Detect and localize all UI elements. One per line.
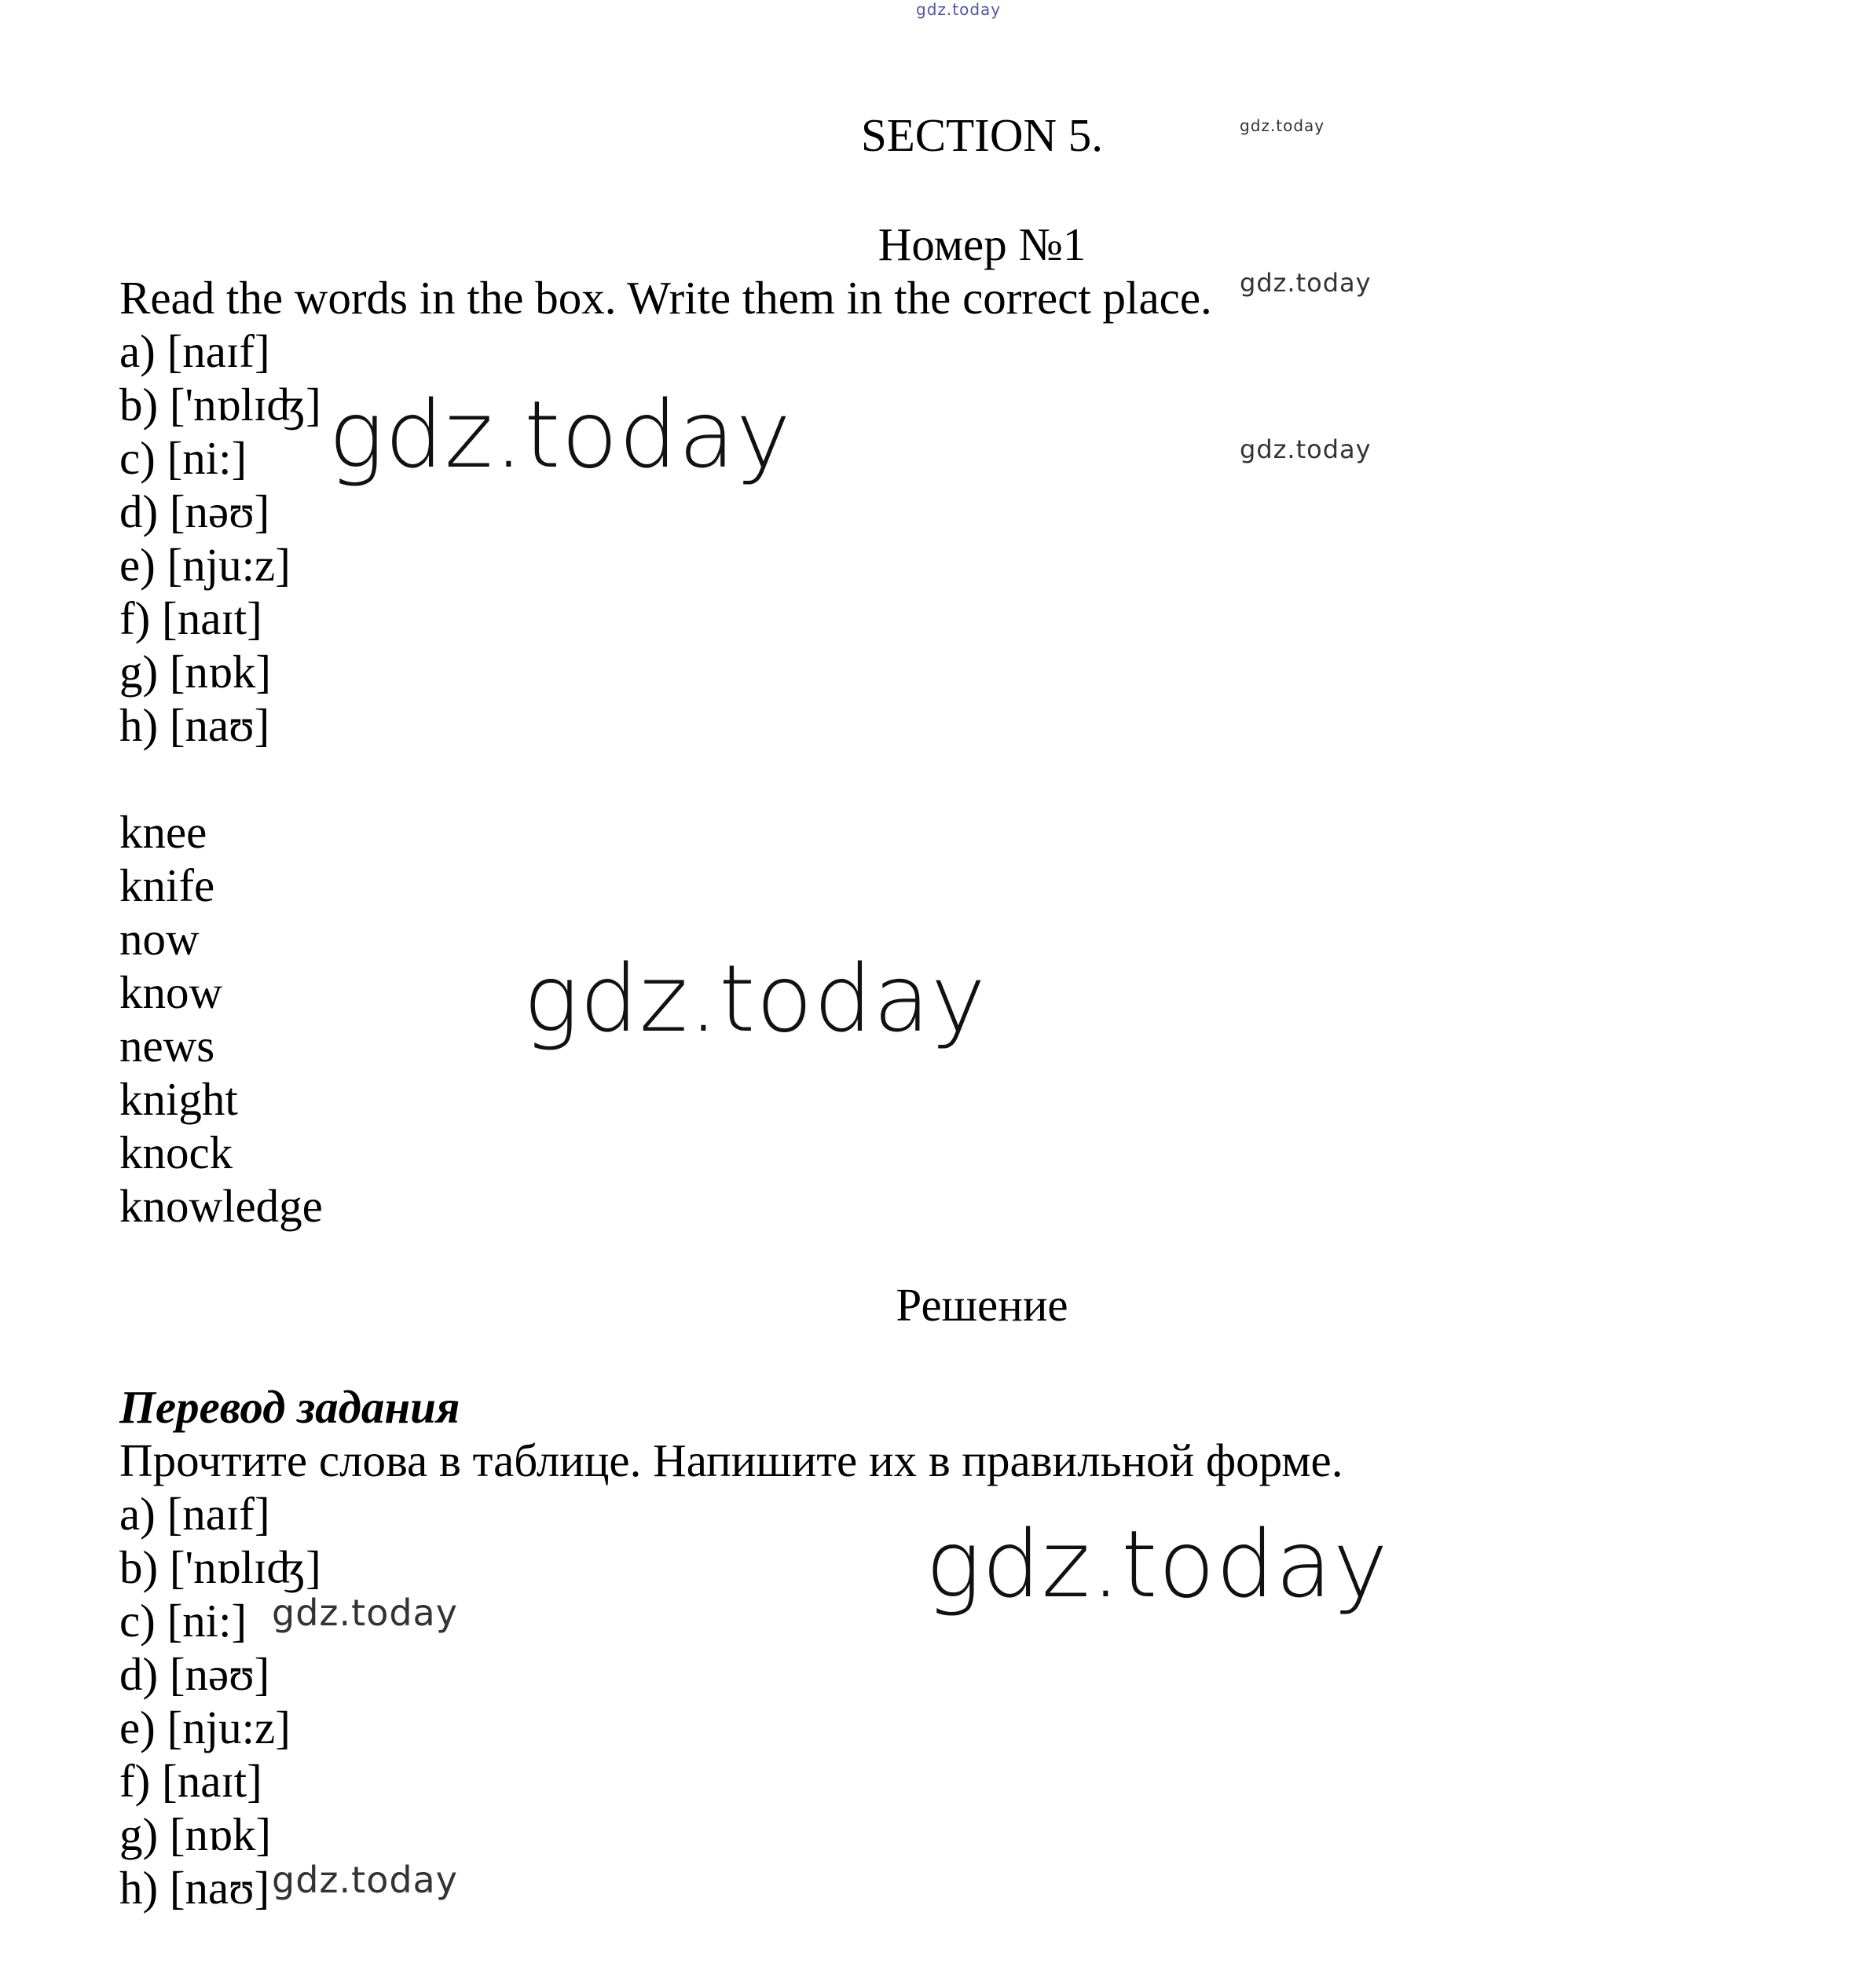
watermark-small-c: gdz.today [272, 1592, 458, 1634]
word-item: knight [119, 1073, 238, 1125]
transcription-item: a) [naɪf] [119, 325, 270, 377]
solution-heading: Решение [896, 1279, 1068, 1331]
watermark-big-2: gdz.today [523, 944, 987, 1053]
watermark-big-1: gdz.today [328, 380, 792, 489]
watermark-big-3: gdz.today [925, 1510, 1389, 1618]
watermark-top: gdz.today [916, 0, 1002, 19]
transcription-item: b) ['nɒlɪʤ] [119, 379, 321, 430]
translation-text: Прочтите слова в таблице. Напишите их в правильной форме. [119, 1434, 1343, 1486]
word-item: now [119, 913, 200, 965]
task-number: Номер №1 [878, 218, 1086, 270]
transcription-item: f) [naɪt] [119, 592, 262, 644]
word-item: knife [119, 859, 215, 911]
word-item: know [119, 966, 223, 1018]
transcription-item: e) [nju:z] [119, 1702, 291, 1753]
transcription-item: g) [nɒk] [119, 1808, 272, 1860]
transcription-item: b) ['nɒlɪʤ] [119, 1541, 321, 1593]
word-item: knee [119, 806, 207, 858]
word-item: knowledge [119, 1180, 323, 1232]
transcription-item: g) [nɒk] [119, 646, 272, 698]
watermark-header: gdz.today [1240, 116, 1325, 135]
translation-heading: Перевод задания [119, 1381, 460, 1433]
transcription-item: h) [naʊ] [119, 699, 270, 751]
transcription-item: c) [ni:] [119, 1595, 247, 1647]
transcription-item: e) [nju:z] [119, 539, 291, 591]
transcription-item: a) [naɪf] [119, 1488, 270, 1540]
transcription-item: c) [ni:] [119, 432, 247, 484]
transcription-item: d) [nəʊ] [119, 485, 270, 537]
watermark-right-mid: gdz.today [1240, 434, 1372, 464]
transcription-item: d) [nəʊ] [119, 1648, 270, 1700]
word-item: news [119, 1020, 215, 1072]
transcription-item: h) [naʊ] [119, 1862, 270, 1914]
section-title: SECTION 5. [860, 109, 1104, 161]
watermark-instruction: gdz.today [1240, 268, 1372, 298]
word-item: knock [119, 1127, 233, 1178]
transcription-item: f) [naɪt] [119, 1755, 262, 1807]
task-instruction: Read the words in the box. Write them in the correct place. [119, 272, 1212, 324]
watermark-small-h: gdz.today [272, 1859, 458, 1901]
